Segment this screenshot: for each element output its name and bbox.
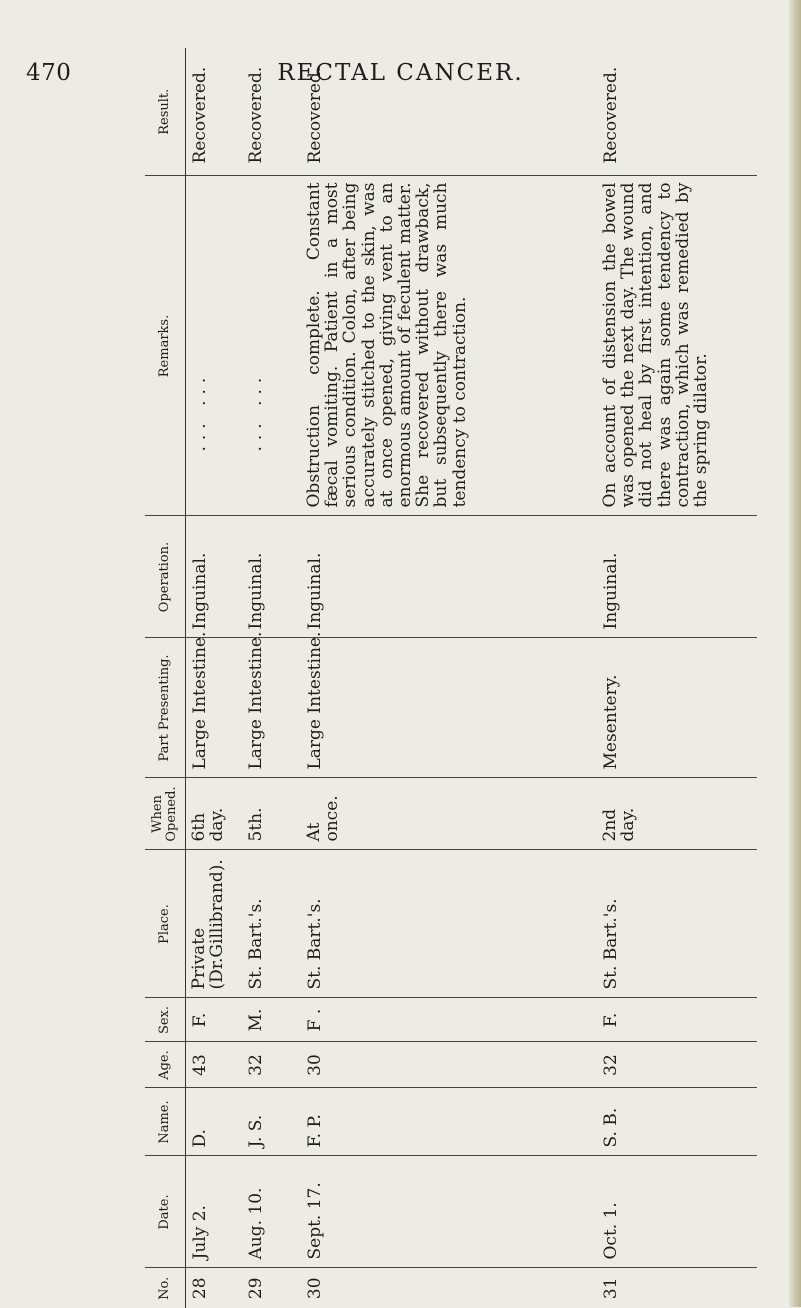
- col-header-name: Name.: [145, 1088, 186, 1156]
- cell-age: 30: [301, 1042, 597, 1088]
- cell-sex: M.: [242, 998, 301, 1042]
- cell-part-presenting: Large Intestine.: [301, 638, 597, 778]
- col-header-remarks: Remarks.: [145, 176, 186, 516]
- col-header-age: Age.: [145, 1042, 186, 1088]
- cell-date: July 2.: [186, 1156, 243, 1268]
- cell-date: Sept. 17.: [301, 1156, 597, 1268]
- page-number: 470: [26, 60, 72, 86]
- table-row: [301, 48, 597, 1308]
- cell-place: St. Bart.'s.: [597, 850, 757, 998]
- running-title: RECTAL CANCER.: [277, 60, 524, 86]
- cell-when-opened: 2nd day.: [597, 778, 757, 850]
- cell-part-presenting: Large Intestine.: [186, 638, 243, 778]
- cell-sex: F .: [301, 998, 597, 1042]
- cell-no: 30: [305, 1277, 325, 1300]
- col-header-operation: Operation.: [145, 516, 186, 638]
- cell-place: St. Bart.'s.: [301, 850, 597, 998]
- col-header-date: Date.: [145, 1156, 186, 1268]
- cell-remarks: ... ...: [186, 176, 243, 516]
- cell-name: S. B.: [597, 1088, 757, 1156]
- cell-age: 32: [242, 1042, 301, 1088]
- cell-name: J. S.: [242, 1088, 301, 1156]
- cell-operation: Inguinal.: [242, 516, 301, 638]
- cases-table: [145, 48, 757, 1308]
- cell-date: Oct. 1.: [597, 1156, 757, 1268]
- cell-no: 31: [601, 1277, 621, 1300]
- col-header-part-presenting: Part Presenting.: [145, 638, 186, 778]
- cell-operation: Inguinal.: [301, 516, 597, 638]
- cell-remarks: On account of distension the bowel was opened the next day. The wound did not heal by first intention, and there was again some tendency to contraction, which was remedied by the spring dilator.: [597, 176, 757, 516]
- col-header-no: No.: [145, 1268, 186, 1308]
- cell-when-opened: 5th.: [242, 778, 301, 850]
- cell-when-opened: 6th day.: [186, 778, 243, 850]
- col-header-when-opened: When Opened.: [145, 778, 186, 850]
- cell-part-presenting: Mesentery.: [597, 638, 757, 778]
- cell-date: Aug. 10.: [242, 1156, 301, 1268]
- table-row: [242, 48, 301, 1308]
- cell-result: Recovered.: [597, 48, 757, 176]
- cell-no: 29: [246, 1277, 266, 1300]
- cell-age: 32: [597, 1042, 757, 1088]
- cell-result: Recovered.: [242, 48, 301, 176]
- cell-remarks: ... ...: [242, 176, 301, 516]
- cell-sex: F.: [597, 998, 757, 1042]
- cell-operation: Inguinal.: [186, 516, 243, 638]
- cell-place: St. Bart.'s.: [242, 850, 301, 998]
- page-edge: [789, 0, 801, 1307]
- header-row: [145, 48, 186, 1308]
- cell-name: D.: [186, 1088, 243, 1156]
- col-header-result: Result.: [145, 48, 186, 176]
- cell-operation: Inguinal.: [597, 516, 757, 638]
- cell-no: 28: [190, 1277, 210, 1300]
- col-header-sex: Sex.: [145, 998, 186, 1042]
- cell-remarks: Obstruction complete. Constant fæcal vomiting. Patient in a most serious condition. Colon, after being accurately stitched to the skin, was at once opened, giving vent to an enormous amount of feculent matter. She recovered without drawback, but subsequently there was much tendency to contraction.: [301, 176, 597, 516]
- col-header-place: Place.: [145, 850, 186, 998]
- cell-sex: F.: [186, 998, 243, 1042]
- table-row: [186, 48, 243, 1308]
- cell-when-opened: At once.: [301, 778, 597, 850]
- cell-result: Recovered.: [186, 48, 243, 176]
- cell-part-presenting: Large Intestine.: [242, 638, 301, 778]
- cell-result: Recovered.: [301, 48, 597, 176]
- cell-age: 43: [186, 1042, 243, 1088]
- cell-name: F. P.: [301, 1088, 597, 1156]
- cell-place: Private (Dr.Gillibrand).: [186, 850, 243, 998]
- table-row: [597, 48, 757, 1308]
